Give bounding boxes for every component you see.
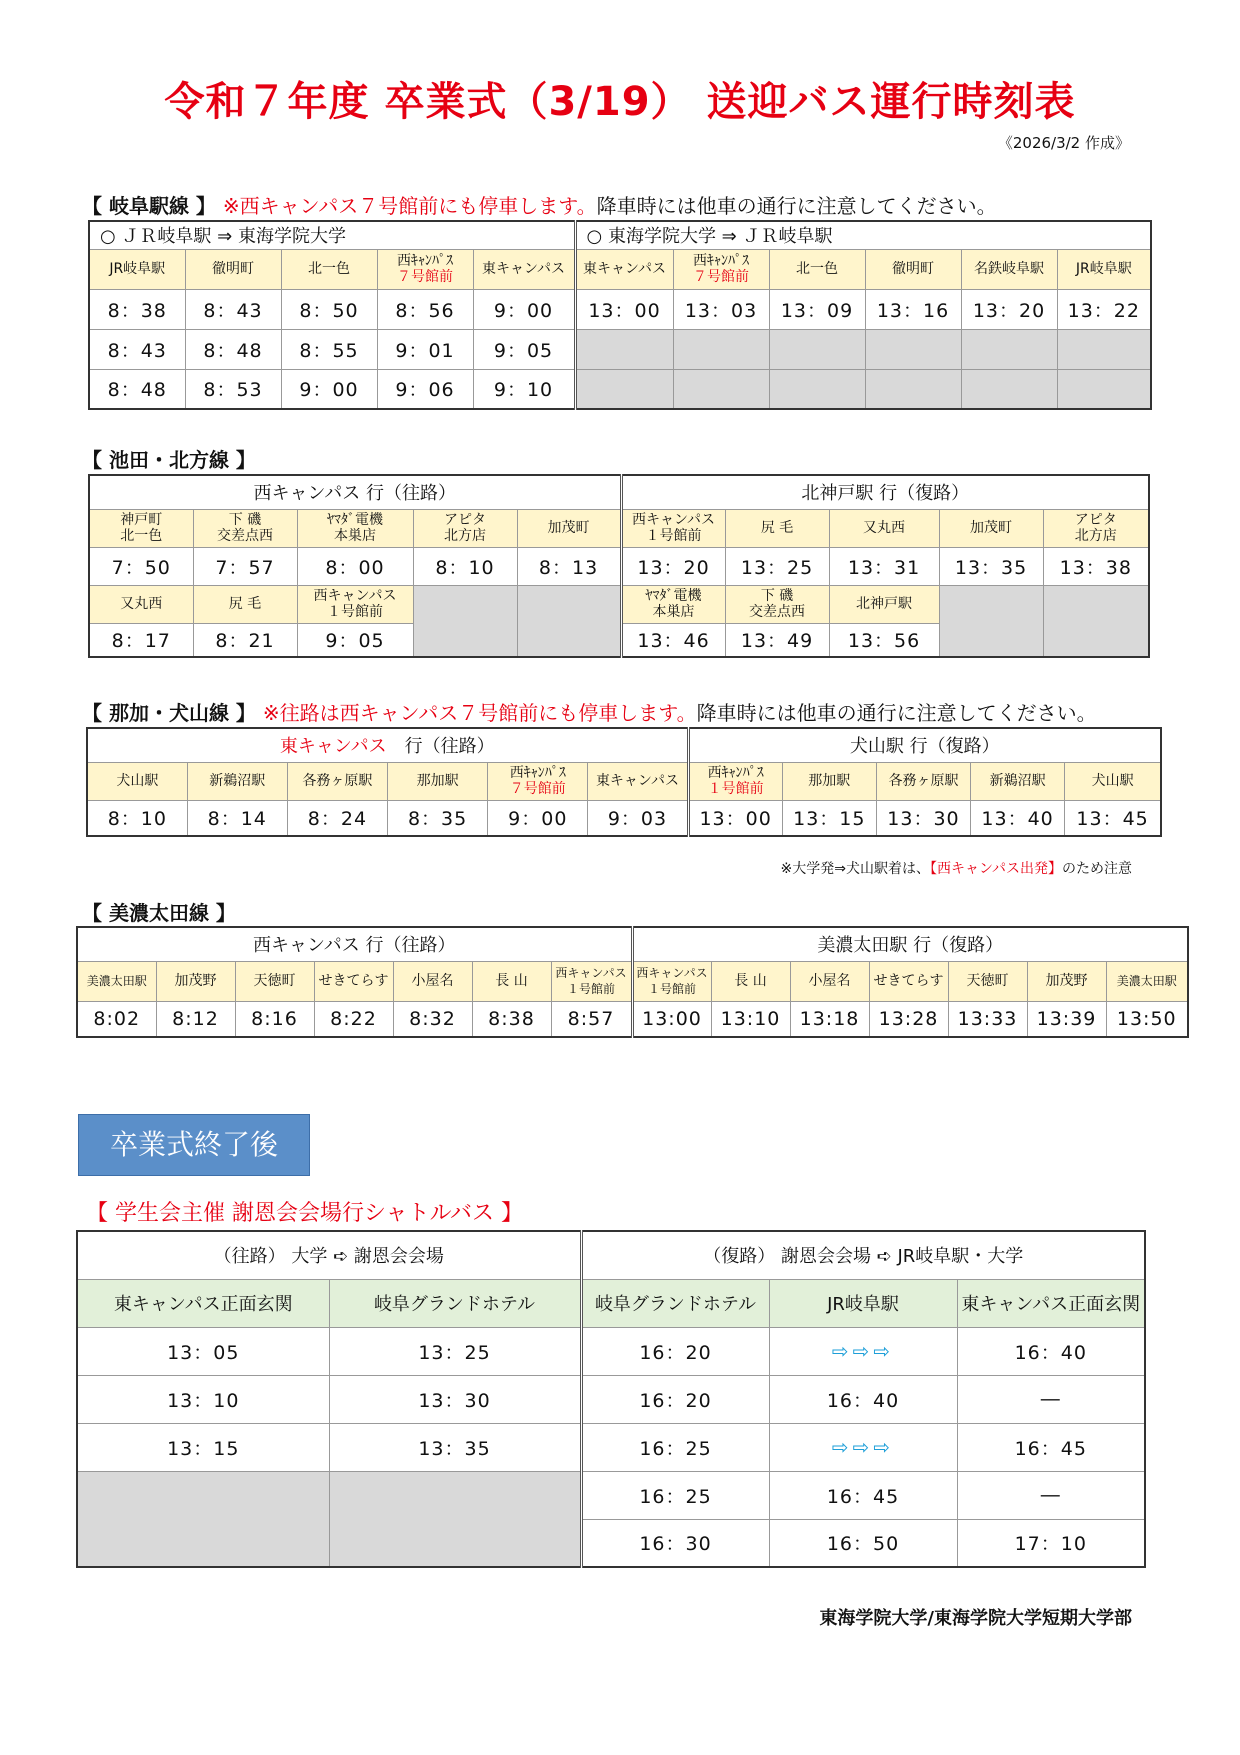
table-row bbox=[89, 289, 1151, 329]
stop-label bbox=[193, 509, 297, 547]
time-cell: 13：16 bbox=[865, 289, 961, 329]
time-cell: 16：25 bbox=[581, 1423, 769, 1471]
naka-table bbox=[86, 727, 1162, 837]
gifu-note: 降車時には他車の通行に注意してください。 bbox=[596, 194, 997, 218]
stop-label: 美濃太田駅 bbox=[1106, 961, 1188, 1001]
time-cell: 13:00 bbox=[632, 1001, 711, 1037]
stop-label: 又丸西 bbox=[829, 509, 939, 547]
stop-label: 加茂町 bbox=[517, 509, 621, 547]
time-cell: 8:16 bbox=[235, 1001, 314, 1037]
stop-label bbox=[673, 249, 769, 289]
stop-label-line2: 交差点西 bbox=[217, 528, 273, 544]
shuttle-ret-header: （復路） 謝恩会会場 ➪ JR岐阜駅・大学 bbox=[581, 1231, 1145, 1279]
empty-cell bbox=[1057, 369, 1151, 409]
stop-label-line2: 北一色 bbox=[120, 528, 163, 544]
stop-label-line1: ﾔﾏﾀﾞ電機 bbox=[645, 588, 702, 604]
time-cell: 13:50 bbox=[1106, 1001, 1188, 1037]
table-row bbox=[77, 1375, 1145, 1423]
time-cell: 13：30 bbox=[876, 800, 970, 836]
gifu-table bbox=[88, 220, 1152, 410]
created-date: 《2026/3/2 作成》 bbox=[997, 134, 1130, 152]
time-cell: 16：45 bbox=[957, 1423, 1145, 1471]
empty-cell bbox=[961, 329, 1057, 369]
footnote-red: 【西キャンパス出発】 bbox=[929, 861, 1062, 877]
table-row bbox=[77, 1423, 1145, 1471]
stop-label-line1: 下 磯 bbox=[228, 512, 262, 528]
gifu-ret-header: ○ 東海学院大学 ⇒ ＪＲ岐阜駅 bbox=[575, 221, 1151, 249]
stop-label bbox=[621, 585, 725, 623]
stop-label-line2: １号館前 bbox=[707, 781, 764, 797]
stop-label: 北神戸駅 bbox=[829, 585, 939, 623]
stop-label-line1: アピタ bbox=[1074, 512, 1117, 528]
stop-label-line1: 西ｷｬﾝﾊﾟｽ bbox=[693, 253, 750, 269]
empty-cell bbox=[1057, 329, 1151, 369]
stop-label: 小屋名 bbox=[790, 961, 869, 1001]
stop-label-line2: ７号館前 bbox=[509, 781, 566, 797]
empty-cell bbox=[575, 329, 673, 369]
time-cell: 8：53 bbox=[185, 369, 281, 409]
time-cell: 9：00 bbox=[281, 369, 377, 409]
empty-cell bbox=[77, 1471, 329, 1567]
time-cell: 13:39 bbox=[1027, 1001, 1106, 1037]
time-cell: 13：49 bbox=[725, 623, 829, 657]
ikeda-ret-header: 北神戸駅 行（復路） bbox=[621, 475, 1149, 509]
time-cell: 8：48 bbox=[185, 329, 281, 369]
stop-label bbox=[688, 762, 782, 800]
time-cell: 9：00 bbox=[473, 289, 575, 329]
time-cell: 13：25 bbox=[725, 547, 829, 585]
time-cell: 8：21 bbox=[193, 623, 297, 657]
stop-label bbox=[632, 961, 711, 1001]
stop-label bbox=[297, 509, 413, 547]
time-cell: 8：10 bbox=[87, 800, 187, 836]
time-cell: 8:22 bbox=[314, 1001, 393, 1037]
time-cell: 8：14 bbox=[187, 800, 287, 836]
shuttle-out-header: （往路） 大学 ➪ 謝恩会会場 bbox=[77, 1231, 581, 1279]
stop-label: 長 山 bbox=[472, 961, 551, 1001]
time-cell: 13:33 bbox=[948, 1001, 1027, 1037]
stop-label-line2: １号館前 bbox=[327, 604, 383, 620]
stop-label: JR岐阜駅 bbox=[1057, 249, 1151, 289]
stop-label-line1: 西キャンパス bbox=[632, 512, 716, 528]
time-cell: 13：38 bbox=[1043, 547, 1149, 585]
time-cell: 13：05 bbox=[77, 1327, 329, 1375]
time-cell: 8：13 bbox=[517, 547, 621, 585]
table-row bbox=[87, 800, 1161, 836]
time-cell: 13：46 bbox=[621, 623, 725, 657]
time-cell: 8:32 bbox=[393, 1001, 472, 1037]
naka-note-red: ※往路は西キャンパス７号館前にも停車します。 bbox=[262, 701, 697, 725]
time-cell: 8：24 bbox=[287, 800, 387, 836]
time-cell: 13：31 bbox=[829, 547, 939, 585]
stop-label bbox=[551, 961, 632, 1001]
stop-label: 美濃太田駅 bbox=[77, 961, 156, 1001]
stop-label-line2: ７号館前 bbox=[693, 269, 750, 285]
ikeda-out-header: 西キャンパス 行（往路） bbox=[89, 475, 621, 509]
stop-label: 天徳町 bbox=[235, 961, 314, 1001]
time-cell: 16：45 bbox=[769, 1471, 957, 1519]
gifu-note-red: ※西キャンパス７号館前にも停車します。 bbox=[222, 194, 597, 218]
time-cell: 9：01 bbox=[377, 329, 473, 369]
stop-label: 天徳町 bbox=[948, 961, 1027, 1001]
time-cell: 13：30 bbox=[329, 1375, 581, 1423]
stop-label-line1: 西ｷｬﾝﾊﾟｽ bbox=[707, 765, 764, 781]
naka-ret-header: 犬山駅 行（復路） bbox=[688, 728, 1161, 762]
time-cell: 8：55 bbox=[281, 329, 377, 369]
stop-label: 東キャンパス bbox=[473, 249, 575, 289]
stop-label-line2: １号館前 bbox=[645, 528, 702, 544]
stop-label bbox=[89, 509, 193, 547]
time-cell: 16：20 bbox=[581, 1327, 769, 1375]
stop-label: 那加駅 bbox=[782, 762, 876, 800]
time-cell: 13：20 bbox=[621, 547, 725, 585]
stop-label-line1: 下 磯 bbox=[760, 588, 794, 604]
time-cell: 9：06 bbox=[377, 369, 473, 409]
naka-section-title bbox=[82, 697, 1097, 726]
empty-cell bbox=[1043, 585, 1149, 657]
gifu-line-label: 【 岐阜駅線 】 bbox=[82, 194, 216, 218]
gifu-section-title bbox=[82, 190, 997, 219]
stop-label: 東キャンパス正面玄関 bbox=[957, 1279, 1145, 1327]
time-cell: 13：45 bbox=[1065, 800, 1161, 836]
stop-label: 北一色 bbox=[769, 249, 865, 289]
empty-cell bbox=[517, 585, 621, 657]
footnote-text-end: のため注意 bbox=[1062, 861, 1132, 877]
empty-cell bbox=[413, 585, 517, 657]
stop-label: 名鉄岐阜駅 bbox=[961, 249, 1057, 289]
time-cell: ― bbox=[957, 1375, 1145, 1423]
time-cell: 13：20 bbox=[961, 289, 1057, 329]
stop-label bbox=[621, 509, 725, 547]
footnote-text: ※大学発⇒犬山駅着は、 bbox=[780, 861, 930, 877]
time-cell: 8：38 bbox=[89, 289, 185, 329]
stop-label bbox=[1043, 509, 1149, 547]
table-row bbox=[89, 369, 1151, 409]
stop-label-line2: 北方店 bbox=[1074, 528, 1117, 544]
naka-out-header bbox=[87, 728, 688, 762]
stop-label-line2: 本巣店 bbox=[652, 604, 695, 620]
stop-label: 各務ヶ原駅 bbox=[287, 762, 387, 800]
page-title: 令和７年度 卒業式（3/19） 送迎バス運行時刻表 bbox=[164, 79, 1076, 125]
naka-line-label: 【 那加・犬山線 】 bbox=[82, 701, 256, 725]
time-cell: 8：43 bbox=[89, 329, 185, 369]
stop-label: JR岐阜駅 bbox=[769, 1279, 957, 1327]
mino-section-title: 【 美濃太田線 】 bbox=[82, 901, 236, 925]
time-cell: 9：05 bbox=[473, 329, 575, 369]
stop-label: 東キャンパス bbox=[575, 249, 673, 289]
stop-label: 尻 毛 bbox=[725, 509, 829, 547]
stop-label: 尻 毛 bbox=[193, 585, 297, 623]
time-cell: 13：03 bbox=[673, 289, 769, 329]
stop-label-line2: ７号館前 bbox=[397, 269, 453, 285]
gifu-out-header: ○ ＪＲ岐阜駅 ⇒ 東海学院大学 bbox=[89, 221, 575, 249]
stop-label: 加茂野 bbox=[156, 961, 235, 1001]
time-cell: 13：00 bbox=[575, 289, 673, 329]
time-cell: 7：50 bbox=[89, 547, 193, 585]
empty-cell bbox=[865, 329, 961, 369]
mino-ret-header: 美濃太田駅 行（復路） bbox=[632, 927, 1188, 961]
time-cell: 8：35 bbox=[388, 800, 488, 836]
stop-label bbox=[725, 585, 829, 623]
time-cell: 8：00 bbox=[297, 547, 413, 585]
stop-label bbox=[297, 585, 413, 623]
arrow-icon: ⇨⇨⇨ bbox=[769, 1327, 957, 1375]
table-row bbox=[77, 1001, 1188, 1037]
stop-label bbox=[488, 762, 588, 800]
time-cell: 13：09 bbox=[769, 289, 865, 329]
time-cell: 13：15 bbox=[77, 1423, 329, 1471]
stop-label: 新鵜沼駅 bbox=[187, 762, 287, 800]
ikeda-table bbox=[88, 474, 1150, 658]
time-cell: 13：40 bbox=[971, 800, 1065, 836]
time-cell: 7：57 bbox=[193, 547, 297, 585]
time-cell: 17：10 bbox=[957, 1519, 1145, 1567]
time-cell: 9：03 bbox=[588, 800, 688, 836]
stop-label: 犬山駅 bbox=[87, 762, 187, 800]
stop-label: 東キャンパス正面玄関 bbox=[77, 1279, 329, 1327]
stop-label-line1: 西ｷｬﾝﾊﾟｽ bbox=[509, 765, 566, 781]
time-cell: 13：15 bbox=[782, 800, 876, 836]
stop-label: 各務ヶ原駅 bbox=[876, 762, 970, 800]
empty-cell bbox=[673, 369, 769, 409]
mino-out-header: 西キャンパス 行（往路） bbox=[77, 927, 632, 961]
stop-label: 新鵜沼駅 bbox=[971, 762, 1065, 800]
time-cell: 13:28 bbox=[869, 1001, 948, 1037]
stop-label-line2: 交差点西 bbox=[749, 604, 806, 620]
stop-label: せきてらす bbox=[869, 961, 948, 1001]
time-cell: 9：00 bbox=[488, 800, 588, 836]
time-cell: 16：30 bbox=[581, 1519, 769, 1567]
time-cell: 16：20 bbox=[581, 1375, 769, 1423]
footer-org: 東海学院大学/東海学院大学短期大学部 bbox=[819, 1608, 1132, 1629]
stop-label-line1: ﾔﾏﾀﾞ電機 bbox=[327, 512, 383, 528]
empty-cell bbox=[961, 369, 1057, 409]
table-row bbox=[89, 547, 1149, 585]
time-cell: 16：50 bbox=[769, 1519, 957, 1567]
time-cell: 16：40 bbox=[957, 1327, 1145, 1375]
stop-label: 徹明町 bbox=[185, 249, 281, 289]
naka-out-header-suffix: 行（往路） bbox=[404, 736, 495, 758]
stop-label-line1: 西ｷｬﾝﾊﾟｽ bbox=[397, 253, 453, 269]
stop-label-line1: 西キャンパス bbox=[636, 966, 708, 980]
time-cell: 13：35 bbox=[939, 547, 1043, 585]
stop-label: 北一色 bbox=[281, 249, 377, 289]
stop-label bbox=[377, 249, 473, 289]
stop-label: 小屋名 bbox=[393, 961, 472, 1001]
time-cell: 13：25 bbox=[329, 1327, 581, 1375]
time-cell: 9：05 bbox=[297, 623, 413, 657]
time-cell: 13:18 bbox=[790, 1001, 869, 1037]
stop-label: 徹明町 bbox=[865, 249, 961, 289]
stop-label bbox=[413, 509, 517, 547]
naka-footnote bbox=[781, 858, 1133, 878]
time-cell: 8:57 bbox=[551, 1001, 632, 1037]
time-cell: 16：25 bbox=[581, 1471, 769, 1519]
time-cell: 8:02 bbox=[77, 1001, 156, 1037]
stop-label-line2: 本巣店 bbox=[334, 528, 376, 544]
time-cell: 13：35 bbox=[329, 1423, 581, 1471]
stop-label: せきてらす bbox=[314, 961, 393, 1001]
time-cell: 8：48 bbox=[89, 369, 185, 409]
stop-label-line2: １号館前 bbox=[566, 982, 615, 996]
stop-label-line1: アピタ bbox=[444, 512, 486, 528]
shuttle-section-title: 【 学生会主催 謝恩会会場行シャトルバス 】 bbox=[86, 1201, 524, 1226]
ikeda-section-title: 【 池田・北方線 】 bbox=[82, 448, 256, 472]
table-row bbox=[89, 329, 1151, 369]
mino-table bbox=[76, 926, 1189, 1038]
stop-label-line1: 神戸町 bbox=[120, 512, 163, 528]
stop-label-line2: 北方店 bbox=[444, 528, 486, 544]
empty-cell bbox=[329, 1471, 581, 1567]
naka-note: 降車時には他車の通行に注意してください。 bbox=[696, 701, 1097, 725]
stop-label: JR岐阜駅 bbox=[89, 249, 185, 289]
empty-cell bbox=[865, 369, 961, 409]
stop-label: 岐阜グランドホテル bbox=[581, 1279, 769, 1327]
stop-label-line1: 西キャンパス bbox=[313, 588, 397, 604]
naka-out-header-dest: 東キャンパス bbox=[279, 736, 387, 758]
time-cell: 8：10 bbox=[413, 547, 517, 585]
empty-cell bbox=[575, 369, 673, 409]
time-cell: 8:12 bbox=[156, 1001, 235, 1037]
stop-label-line2: １号館前 bbox=[647, 982, 696, 996]
time-cell: 9：10 bbox=[473, 369, 575, 409]
time-cell: 8：17 bbox=[89, 623, 193, 657]
empty-cell bbox=[769, 329, 865, 369]
time-cell: ― bbox=[957, 1471, 1145, 1519]
time-cell: 13：00 bbox=[688, 800, 782, 836]
shuttle-table bbox=[76, 1230, 1146, 1568]
after-ceremony-banner: 卒業式終了後 bbox=[78, 1114, 310, 1176]
empty-cell bbox=[673, 329, 769, 369]
stop-label: 那加駅 bbox=[388, 762, 488, 800]
time-cell: 8:38 bbox=[472, 1001, 551, 1037]
stop-label: 長 山 bbox=[711, 961, 790, 1001]
empty-cell bbox=[769, 369, 865, 409]
time-cell: 8：56 bbox=[377, 289, 473, 329]
stop-label: 加茂町 bbox=[939, 509, 1043, 547]
stop-label-line1: 西キャンパス bbox=[555, 966, 627, 980]
empty-cell bbox=[939, 585, 1043, 657]
stop-label: 加茂野 bbox=[1027, 961, 1106, 1001]
stop-label: 岐阜グランドホテル bbox=[329, 1279, 581, 1327]
time-cell: 13：10 bbox=[77, 1375, 329, 1423]
stop-label: 東キャンパス bbox=[588, 762, 688, 800]
time-cell: 13：56 bbox=[829, 623, 939, 657]
table-row bbox=[77, 1471, 1145, 1519]
stop-label: 又丸西 bbox=[89, 585, 193, 623]
time-cell: 13：22 bbox=[1057, 289, 1151, 329]
arrow-icon: ⇨⇨⇨ bbox=[769, 1423, 957, 1471]
time-cell: 13:10 bbox=[711, 1001, 790, 1037]
time-cell: 8：50 bbox=[281, 289, 377, 329]
table-row bbox=[77, 1327, 1145, 1375]
stop-label: 犬山駅 bbox=[1065, 762, 1161, 800]
time-cell: 8：43 bbox=[185, 289, 281, 329]
time-cell: 16：40 bbox=[769, 1375, 957, 1423]
